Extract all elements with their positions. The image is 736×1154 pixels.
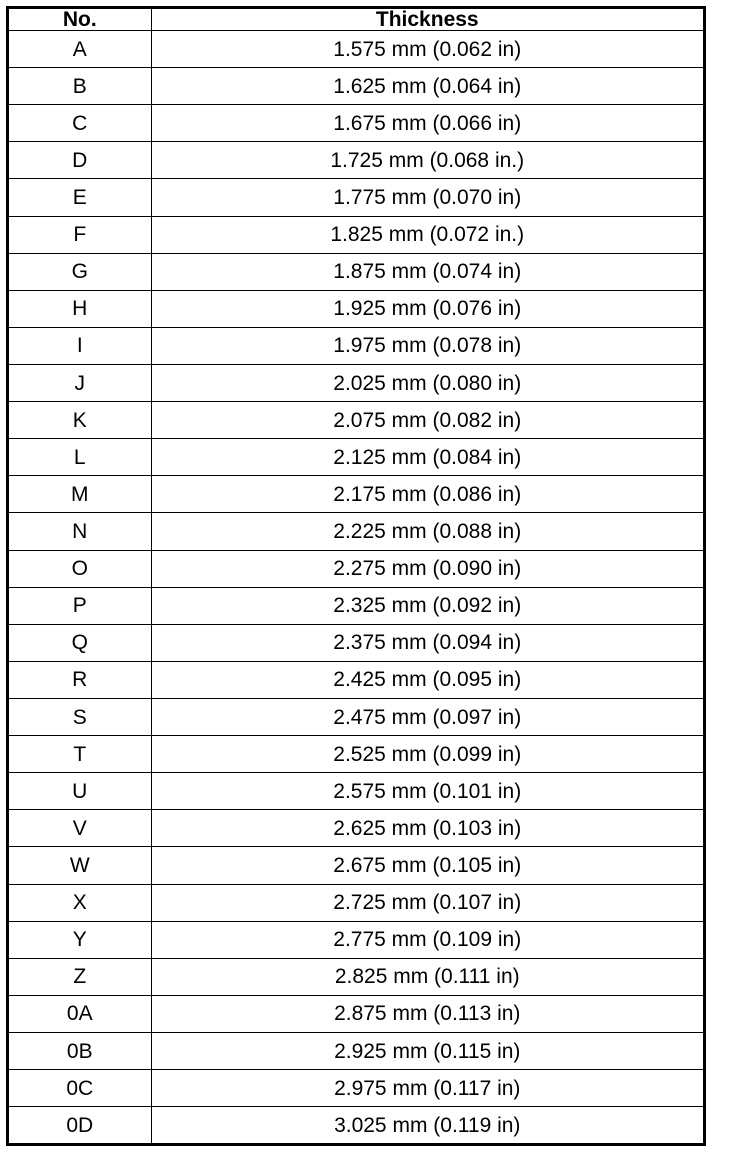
cell-no: I — [9, 327, 151, 364]
cell-thickness: 2.125 mm (0.084 in) — [151, 439, 703, 476]
table-row — [9, 142, 703, 179]
cell-no: Z — [9, 958, 151, 995]
cell-no: K — [9, 402, 151, 439]
cell-no: S — [9, 698, 151, 735]
cell-thickness: 2.475 mm (0.097 in) — [151, 698, 703, 735]
cell-thickness: 2.175 mm (0.086 in) — [151, 476, 703, 513]
cell-thickness: 3.025 mm (0.119 in) — [151, 1107, 703, 1143]
table-row — [9, 624, 703, 661]
header-thickness: Thickness — [151, 9, 703, 31]
cell-thickness: 2.675 mm (0.105 in) — [151, 847, 703, 884]
table-row — [9, 327, 703, 364]
cell-thickness: 2.225 mm (0.088 in) — [151, 513, 703, 550]
table-row — [9, 773, 703, 810]
cell-thickness: 2.025 mm (0.080 in) — [151, 364, 703, 401]
table-row — [9, 958, 703, 995]
table-row — [9, 698, 703, 735]
thickness-table-frame — [6, 6, 706, 1146]
cell-no: V — [9, 810, 151, 847]
cell-thickness: 1.975 mm (0.078 in) — [151, 327, 703, 364]
cell-thickness: 1.725 mm (0.068 in.) — [151, 142, 703, 179]
cell-thickness: 1.925 mm (0.076 in) — [151, 290, 703, 327]
cell-no: R — [9, 661, 151, 698]
cell-thickness: 2.525 mm (0.099 in) — [151, 736, 703, 773]
table-row — [9, 68, 703, 105]
table-row — [9, 364, 703, 401]
cell-no: G — [9, 253, 151, 290]
cell-no: T — [9, 736, 151, 773]
table-row — [9, 216, 703, 253]
cell-thickness: 1.575 mm (0.062 in) — [151, 31, 703, 68]
cell-no: E — [9, 179, 151, 216]
cell-no: H — [9, 290, 151, 327]
cell-no: M — [9, 476, 151, 513]
table-row — [9, 661, 703, 698]
cell-thickness: 1.875 mm (0.074 in) — [151, 253, 703, 290]
table-row — [9, 513, 703, 550]
cell-no: A — [9, 31, 151, 68]
table-row — [9, 439, 703, 476]
table-row — [9, 31, 703, 68]
cell-no: P — [9, 587, 151, 624]
header-no: No. — [9, 9, 151, 31]
cell-thickness: 2.275 mm (0.090 in) — [151, 550, 703, 587]
cell-thickness: 1.675 mm (0.066 in) — [151, 105, 703, 142]
table-row — [9, 550, 703, 587]
table-row — [9, 402, 703, 439]
cell-no: J — [9, 364, 151, 401]
cell-no: D — [9, 142, 151, 179]
cell-thickness: 2.075 mm (0.082 in) — [151, 402, 703, 439]
cell-thickness: 2.425 mm (0.095 in) — [151, 661, 703, 698]
cell-no: B — [9, 68, 151, 105]
cell-no: 0A — [9, 995, 151, 1032]
table-row — [9, 1070, 703, 1107]
cell-no: 0B — [9, 1032, 151, 1069]
table-row — [9, 921, 703, 958]
thickness-table — [9, 9, 703, 1143]
cell-thickness: 1.775 mm (0.070 in) — [151, 179, 703, 216]
cell-thickness: 2.725 mm (0.107 in) — [151, 884, 703, 921]
table-body — [9, 31, 703, 1144]
cell-no: N — [9, 513, 151, 550]
cell-thickness: 2.775 mm (0.109 in) — [151, 921, 703, 958]
table-row — [9, 179, 703, 216]
table-row — [9, 995, 703, 1032]
cell-no: O — [9, 550, 151, 587]
table-row — [9, 587, 703, 624]
cell-thickness: 2.325 mm (0.092 in) — [151, 587, 703, 624]
table-row — [9, 253, 703, 290]
cell-no: W — [9, 847, 151, 884]
cell-no: Q — [9, 624, 151, 661]
cell-no: C — [9, 105, 151, 142]
cell-no: L — [9, 439, 151, 476]
table-row — [9, 105, 703, 142]
cell-thickness: 1.825 mm (0.072 in.) — [151, 216, 703, 253]
table-row — [9, 290, 703, 327]
table-header-row — [9, 9, 703, 31]
cell-thickness: 1.625 mm (0.064 in) — [151, 68, 703, 105]
cell-thickness: 2.975 mm (0.117 in) — [151, 1070, 703, 1107]
table-row — [9, 884, 703, 921]
cell-thickness: 2.825 mm (0.111 in) — [151, 958, 703, 995]
cell-thickness: 2.875 mm (0.113 in) — [151, 995, 703, 1032]
cell-no: 0C — [9, 1070, 151, 1107]
cell-thickness: 2.625 mm (0.103 in) — [151, 810, 703, 847]
table-row — [9, 736, 703, 773]
table-row — [9, 1032, 703, 1069]
cell-thickness: 2.375 mm (0.094 in) — [151, 624, 703, 661]
table-row — [9, 476, 703, 513]
cell-no: U — [9, 773, 151, 810]
cell-thickness: 2.575 mm (0.101 in) — [151, 773, 703, 810]
cell-thickness: 2.925 mm (0.115 in) — [151, 1032, 703, 1069]
table-row — [9, 1107, 703, 1143]
cell-no: X — [9, 884, 151, 921]
cell-no: 0D — [9, 1107, 151, 1143]
table-row — [9, 847, 703, 884]
table-row — [9, 810, 703, 847]
cell-no: F — [9, 216, 151, 253]
cell-no: Y — [9, 921, 151, 958]
